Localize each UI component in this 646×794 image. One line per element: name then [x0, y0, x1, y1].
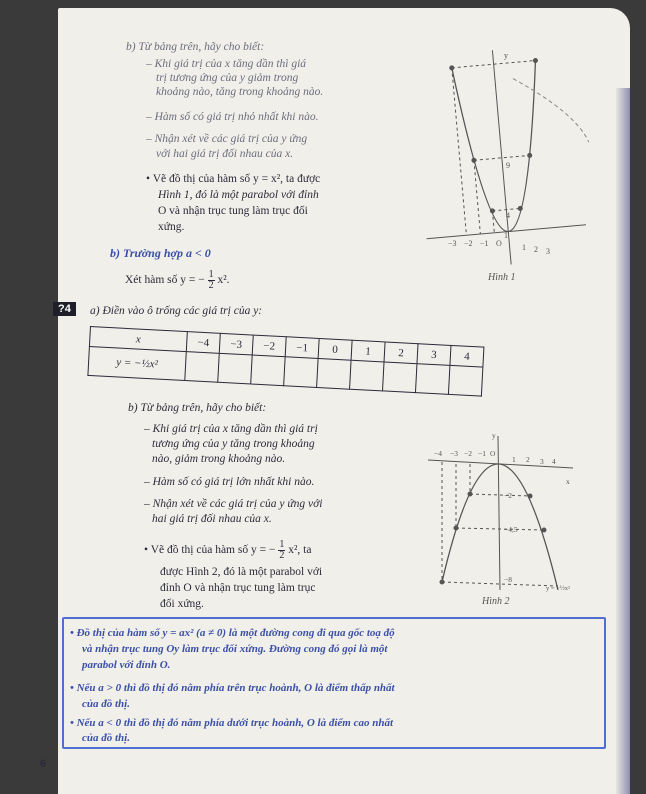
- top-bullet: xứng.: [158, 221, 185, 233]
- fig2-point: [440, 580, 444, 584]
- table-cell-empty: [251, 355, 285, 386]
- top-bullet: O và nhận trục tung làm trục đối: [158, 205, 308, 217]
- top-bullet: Hình 1, đó là một parabol với đỉnh: [158, 189, 319, 201]
- summary-line: • Nếu a > 0 thì đồ thị đó nằm phía trên trục hoành, O là điểm thấp nhất: [70, 682, 395, 694]
- fig1-point: [472, 158, 476, 162]
- fig2-tick: 4: [552, 457, 556, 466]
- fraction: [208, 270, 215, 291]
- fig1-tick: 3: [546, 247, 550, 256]
- table-cell-empty: [448, 365, 482, 396]
- question-text: a) Điền vào ô trống các giá trị của y:: [90, 305, 263, 317]
- fig1-label: y: [504, 51, 508, 60]
- part-b-item: – Khi giá trị của x tăng dần thì giá trị: [144, 423, 318, 435]
- fig1-tick: −2: [464, 239, 473, 248]
- figure-1-graph: [420, 40, 585, 280]
- fig2-point: [528, 494, 532, 498]
- fig2-label: −2: [504, 491, 512, 500]
- fraction-den: 2: [208, 280, 214, 291]
- fig1-point: [490, 209, 494, 213]
- table-cell: 4: [450, 345, 484, 367]
- page-edge: [616, 88, 630, 794]
- fraction-num: 1: [208, 269, 214, 280]
- summary-line: parabol với đỉnh O.: [82, 659, 171, 671]
- fig2-label: −4,5: [504, 525, 518, 534]
- part-b-bullet: đối xứng.: [160, 598, 204, 610]
- fig1-point: [450, 66, 454, 70]
- table-cell: −4: [186, 332, 220, 354]
- table-header-y: y = −½x²: [88, 346, 186, 380]
- fig2-label: y: [492, 431, 496, 440]
- table-cell-empty: [383, 362, 417, 393]
- case-b-intro: [125, 270, 230, 291]
- fig2-point: [542, 528, 546, 532]
- part-b-item: – Nhận xét về các giá trị của y ứng với: [144, 498, 323, 510]
- fig1-tick: O: [496, 239, 502, 248]
- fig2-guide: [470, 494, 530, 496]
- fig2-tick: −4: [434, 449, 442, 458]
- fig2-tick: −1: [478, 449, 486, 458]
- part-b-heading: b) Từ bảng trên, hãy cho biết:: [128, 402, 267, 414]
- figure-2-caption: Hình 2: [482, 596, 510, 607]
- fig1-point: [533, 58, 537, 62]
- top-bullet: • Vẽ đồ thị của hàm số y = x², ta được: [146, 173, 321, 185]
- top-heading: b) Từ bảng trên, hãy cho biết:: [126, 41, 265, 53]
- table-cell: 2: [384, 342, 418, 364]
- summary-line: và nhận trục tung Oy làm trục đối xứng. Đường cong đó gọi là một: [82, 643, 388, 655]
- part-b-item: nào, giảm trong khoảng nào.: [152, 453, 286, 465]
- table-cell: 0: [318, 339, 352, 361]
- fig2-point: [454, 526, 458, 530]
- fig2-y-axis: [498, 436, 500, 590]
- part-b-item: hai giá trị đối nhau của x.: [152, 513, 272, 525]
- fraction-num: 1: [279, 539, 285, 550]
- fig2-point: [468, 492, 472, 496]
- table-cell: 1: [351, 340, 385, 362]
- fig1-dashed-curve: [513, 72, 589, 148]
- top-item: – Khi giá trị của x tăng dần thì giá: [146, 58, 307, 70]
- table-cell-empty: [317, 358, 351, 389]
- summary-line: của đồ thị.: [82, 732, 130, 744]
- summary-line: • Đồ thị của hàm số y = ax² (a ≠ 0) là một đường cong đi qua gốc toạ độ: [70, 627, 395, 639]
- table-cell-empty: [284, 357, 318, 388]
- summary-line: • Nếu a < 0 thì đồ thị đó nằm phía dưới trục hoành, O là điểm cao nhất: [70, 717, 394, 729]
- fraction-den: 2: [279, 550, 285, 561]
- fig1-tick: −1: [480, 239, 489, 248]
- table-cell: −2: [252, 335, 286, 357]
- table-cell-empty: [185, 352, 219, 383]
- fig2-tick: −3: [450, 449, 458, 458]
- table-cell: −1: [285, 337, 319, 359]
- fig2-guide: [456, 528, 544, 530]
- table-cell-empty: [218, 353, 252, 384]
- fig2-label: x: [566, 477, 570, 486]
- table-cell: −3: [219, 333, 253, 355]
- top-item: – Hàm số có giá trị nhỏ nhất khi nào.: [146, 111, 319, 123]
- table-cell: 3: [417, 344, 451, 366]
- fraction: [278, 540, 285, 561]
- part-b-bullet: được Hình 2, đó là một parabol với: [160, 566, 323, 578]
- fig1-point: [518, 206, 522, 210]
- question-badge: ?4: [53, 302, 76, 316]
- fig2-tick: 2: [526, 455, 530, 464]
- case-b-intro-tail: x².: [217, 274, 230, 287]
- top-item: trị tương ứng của y giảm trong: [156, 72, 299, 84]
- top-item: khoảng nào, tăng trong khoảng nào.: [156, 86, 324, 98]
- fig1-guide: [452, 68, 467, 235]
- figure-2-graph: [428, 432, 578, 592]
- fig2-tick: −2: [464, 449, 472, 458]
- top-item: với hai giá trị đối nhau của x.: [156, 148, 294, 160]
- fig1-label: 9: [506, 161, 510, 170]
- fig2-label: y = −½x²: [546, 585, 570, 592]
- fig2-label: −8: [504, 575, 512, 584]
- bullet-tail: x², ta: [288, 544, 312, 557]
- fig1-label: 4: [506, 211, 510, 220]
- summary-line: của đồ thị.: [82, 698, 130, 710]
- case-b-title: b) Trường hợp a < 0: [110, 246, 211, 260]
- part-b-bullet: đỉnh O và nhận trục tung làm trục: [160, 582, 316, 594]
- fig2-tick: 1: [512, 455, 516, 464]
- fig1-point: [528, 153, 532, 157]
- fig1-tick: 1: [522, 243, 526, 252]
- part-b-bullet: [144, 540, 311, 561]
- fig1-label: 1: [504, 231, 508, 240]
- fig2-tick: O: [490, 449, 496, 458]
- fig1-tick: 2: [534, 245, 538, 254]
- part-b-item: tương ứng của y tăng trong khoảng: [152, 438, 315, 450]
- bullet-lead: • Vẽ đồ thị của hàm số y = −: [144, 544, 276, 557]
- fig2-tick: 3: [540, 457, 544, 466]
- top-item: – Nhận xét về các giá trị của y ứng: [146, 133, 308, 145]
- table-cell-empty: [350, 360, 384, 391]
- fig1-tick: −3: [448, 239, 457, 248]
- figure-1-caption: Hình 1: [488, 272, 516, 283]
- table-header-x: x: [89, 327, 187, 352]
- page-number: 6: [40, 758, 47, 770]
- part-b-item: – Hàm số có giá trị lớn nhất khi nào.: [144, 476, 315, 488]
- case-b-intro-text: Xét hàm số y = −: [125, 274, 205, 287]
- table-cell-empty: [415, 364, 449, 395]
